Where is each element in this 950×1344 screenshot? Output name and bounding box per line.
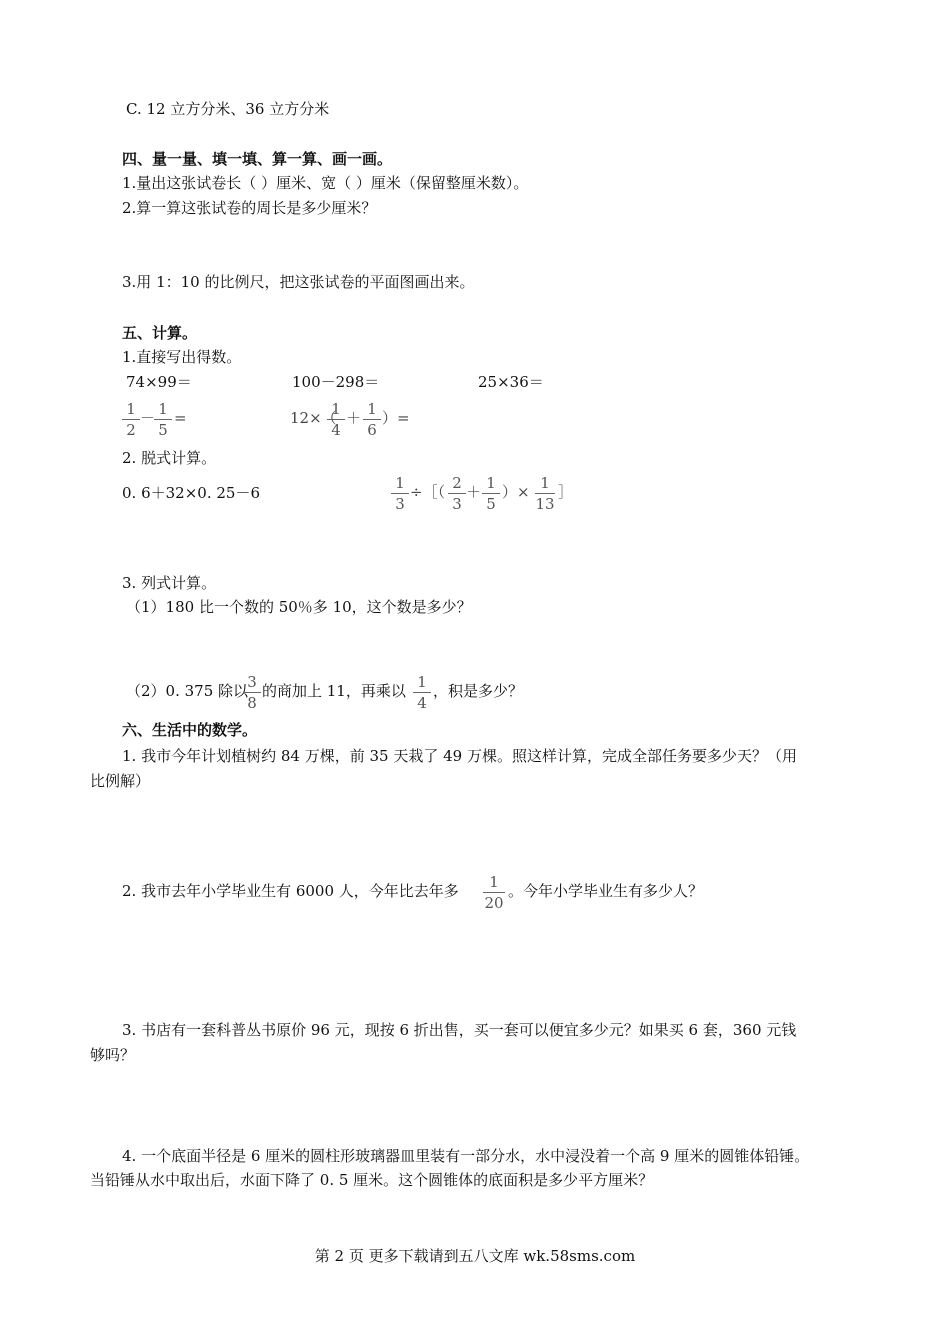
denominator: 4 [417,694,427,712]
s5-q3-2-suffix: ，积是多少？ [433,682,524,700]
denominator: 3 [395,495,405,513]
numerator: 1 [540,474,550,492]
s6-problem-2-suffix: 。今年小学毕业生有多少人？ [508,882,704,900]
denominator: 5 [158,421,168,439]
equals-sign: = [174,409,187,427]
s4-question-3: 3.用 1：10 的比例尺，把这张试卷的平面图画出来。 [122,273,475,291]
fraction [325,400,347,439]
numerator: 1 [158,400,168,418]
section-5-title: 五、计算。 [122,324,198,342]
denominator: 2 [126,421,136,439]
fraction [361,400,383,439]
denominator: 13 [535,495,555,513]
numerator: 1 [395,474,405,492]
operator: ＋ [346,409,362,427]
fraction [446,474,468,513]
fraction [389,474,411,513]
operator: ］ [558,483,574,501]
numerator: 1 [126,400,136,418]
section-4-title: 四、量一量、填一填、算一算、画一画。 [122,150,393,168]
numerator: 1 [331,400,341,418]
fraction [481,873,507,912]
s6-problem-2-prefix: 2. 我市去年小学毕业生有 6000 人，今年比去年多 [122,882,459,900]
s6-problem-1-line-1: 1. 我市今年计划植树约 84 万棵，前 35 天栽了 49 万棵。照这样计算，完成全部任务要多少天？（用 [122,747,797,765]
operator: ÷［（ [410,483,446,501]
denominator: 6 [367,421,377,439]
step-calc-1: 0. 6＋32×0. 25－6 [122,484,260,502]
denominator: 5 [486,495,496,513]
fraction [533,474,557,513]
s5-q3-2-middle: 的商加上 11，再乘以 [262,682,406,700]
expression-suffix: ）= [382,409,410,427]
fraction [152,400,174,439]
fraction [241,673,263,712]
operator: ＋ [466,483,482,501]
fraction [480,474,502,513]
expression-prefix: 12×（ [290,409,337,427]
s4-question-2: 2.算一算这张试卷的周长是多少厘米？ [122,199,377,217]
oral-calc-1: 74×99＝ [126,373,192,391]
numerator: 1 [367,400,377,418]
numerator: 1 [486,474,496,492]
numerator: 1 [489,873,499,891]
fraction [120,400,142,439]
s5-q2-label: 2. 脱式计算。 [122,449,217,467]
s6-problem-4-line-1: 4. 一个底面半径是 6 厘米的圆柱形玻璃器皿里装有一部分水，水中浸没着一个高 9 厘米的圆锥体铅锤。 [122,1147,810,1165]
oral-calc-3: 25×36＝ [478,373,544,391]
numerator: 2 [452,474,462,492]
denominator: 4 [331,421,341,439]
s6-problem-3-line-2: 够吗？ [90,1046,136,1064]
operator: ）× [502,483,530,501]
numerator: 3 [247,673,257,691]
page-footer: 第 2 页 更多下载请到五八文库 wk.58sms.com [314,1247,636,1265]
fraction [411,673,433,712]
s5-q3-label: 3. 列式计算。 [122,574,217,592]
s5-q3-1: （1）180 比一个数的 50％多 10，这个数是多少？ [126,598,472,616]
s6-problem-1-line-2: 比例解） [90,772,151,790]
s6-problem-4-line-2: 当铅锤从水中取出后，水面下降了 0. 5 厘米。这个圆锥体的底面积是多少平方厘米？ [90,1171,654,1189]
denominator: 20 [484,894,504,912]
oral-calc-2: 100－298＝ [292,373,380,391]
s5-q1-label: 1.直接写出得数。 [122,348,242,366]
denominator: 8 [247,694,257,712]
numerator: 1 [417,673,427,691]
operator: － [140,409,156,427]
section-6-title: 六、生活中的数学。 [122,721,258,739]
s5-q3-2-prefix: （2）0. 375 除以 [126,682,249,700]
option-c: C. 12 立方分米、36 立方分米 [126,100,330,118]
s4-question-1: 1.量出这张试卷长（ ）厘米、宽（ ）厘米（保留整厘米数）。 [122,174,529,192]
denominator: 3 [452,495,462,513]
s6-problem-3-line-1: 3. 书店有一套科普丛书原价 96 元，现按 6 折出售，买一套可以便宜多少元？如果买 6 套，360 元钱 [122,1021,797,1039]
